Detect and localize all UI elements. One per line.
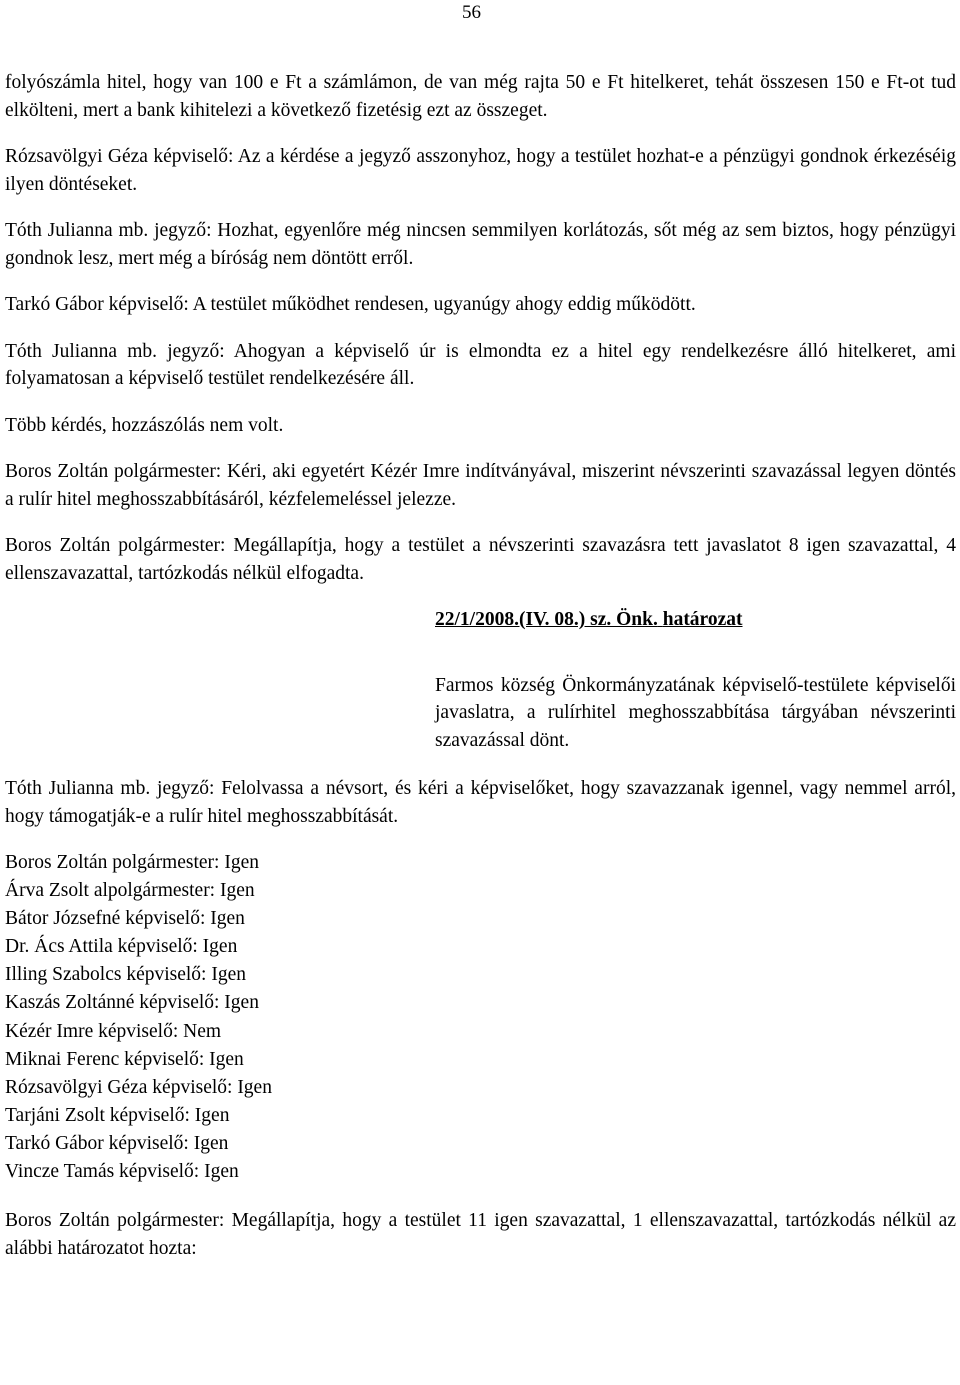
vote-item: Tarjáni Zsolt képviselő: Igen [5,1104,230,1126]
page-number: 56 [462,2,481,23]
vote-item: Boros Zoltán polgármester: Igen [5,852,259,873]
vote-item: Miknai Ferenc képviselő: Igen [5,1048,244,1070]
vote-item: Vincze Tamás képviselő: Igen [5,1161,239,1183]
vote-item: Kézér Imre képviselő: Nem [5,1020,222,1042]
paragraph-toth-answer-1: Tóth Julianna mb. jegyző: Hozhat, egyenlőre még nincsen semmilyen korlátozás, sőt még az sem biztos, hogy pénzügyi gondnok lesz, mert még a bíróság nem döntött erről. [5,220,956,269]
vote-item: Rózsavölgyi Géza képviselő: Igen [5,1076,272,1098]
paragraph-toth-answer-2: Tóth Julianna mb. jegyző: Ahogyan a képviselő úr is elmondta ez a hitel egy rendelkezésre álló hitelkeret, ami folyamatosan a képviselő testület rendelkezésére áll. [5,340,956,389]
paragraph-toth-rollcall: Tóth Julianna mb. jegyző: Felolvassa a névsort, és kéri a képviselőket, hogy szavazzanak igennel, vagy nemmel arról, hogy támogatják-e a rulír hitel meghosszabbítását. [5,778,956,827]
vote-item: Illing Szabolcs képviselő: Igen [5,964,246,986]
resolution-body: Farmos község Önkormányzatának képviselő-testülete képviselői javaslatra, a rulírhitel meghosszabbítása tárgyában névszerinti szavazással dönt. [435,674,956,751]
paragraph-boros-result: Boros Zoltán polgármester: Megállapítja, hogy a testület a névszerinti szavazásra tett javaslatot 8 igen szavazattal, 4 ellenszavazattal, tartózkodás nélkül elfogadta. [5,535,956,584]
vote-item: Bátor Józsefné képviselő: Igen [5,908,245,930]
vote-item: Kaszás Zoltánné képviselő: Igen [5,992,259,1014]
paragraph-intro: folyószámla hitel, hogy van 100 e Ft a számlámon, de van még rajta 50 e Ft hitelkeret, tehát összesen 150 e Ft-ot tud elkölteni, mert a bank kihitelezi a következő fizetésig ezt az összeget. [5,72,956,121]
vote-item: Tarkó Gábor képviselő: Igen [5,1132,229,1154]
document-body [5,69,956,1281]
vote-list [5,849,956,1186]
resolution-block [435,606,956,754]
paragraph-closing: Boros Zoltán polgármester: Megállapítja, hogy a testület 11 igen szavazattal, 1 ellenszavazattal, tartózkodás nélkül az alábbi határozatot hozta: [5,1210,956,1259]
resolution-label: határozat [662,609,743,630]
vote-item: Dr. Ács Attila képviselő: Igen [5,936,238,958]
resolution-title [435,606,956,634]
paragraph-rozsavolgyi-question: Rózsavölgyi Géza képviselő: Az a kérdése a jegyző asszonyhoz, hogy a testület hozhat-e a pénzügyi gondnok érkezéséig ilyen döntéseket. [5,146,956,195]
paragraph-boros-request: Boros Zoltán polgármester: Kéri, aki egyetért Kézér Imre indítványával, miszerint névszerinti szavazással legyen döntés a rulír hitel meghosszabbításáról, kézfelemeléssel jelezze. [5,461,956,510]
vote-item: Árva Zsolt alpolgármester: Igen [5,880,255,902]
paragraph-tarko-statement: Tarkó Gábor képviselő: A testület működhet rendesen, ugyanúgy ahogy eddig működött. [5,294,696,315]
resolution-number: 22/1/2008.(IV. 08.) sz. Önk. [435,609,658,630]
paragraph-no-more-questions: Több kérdés, hozzászólás nem volt. [5,414,284,436]
